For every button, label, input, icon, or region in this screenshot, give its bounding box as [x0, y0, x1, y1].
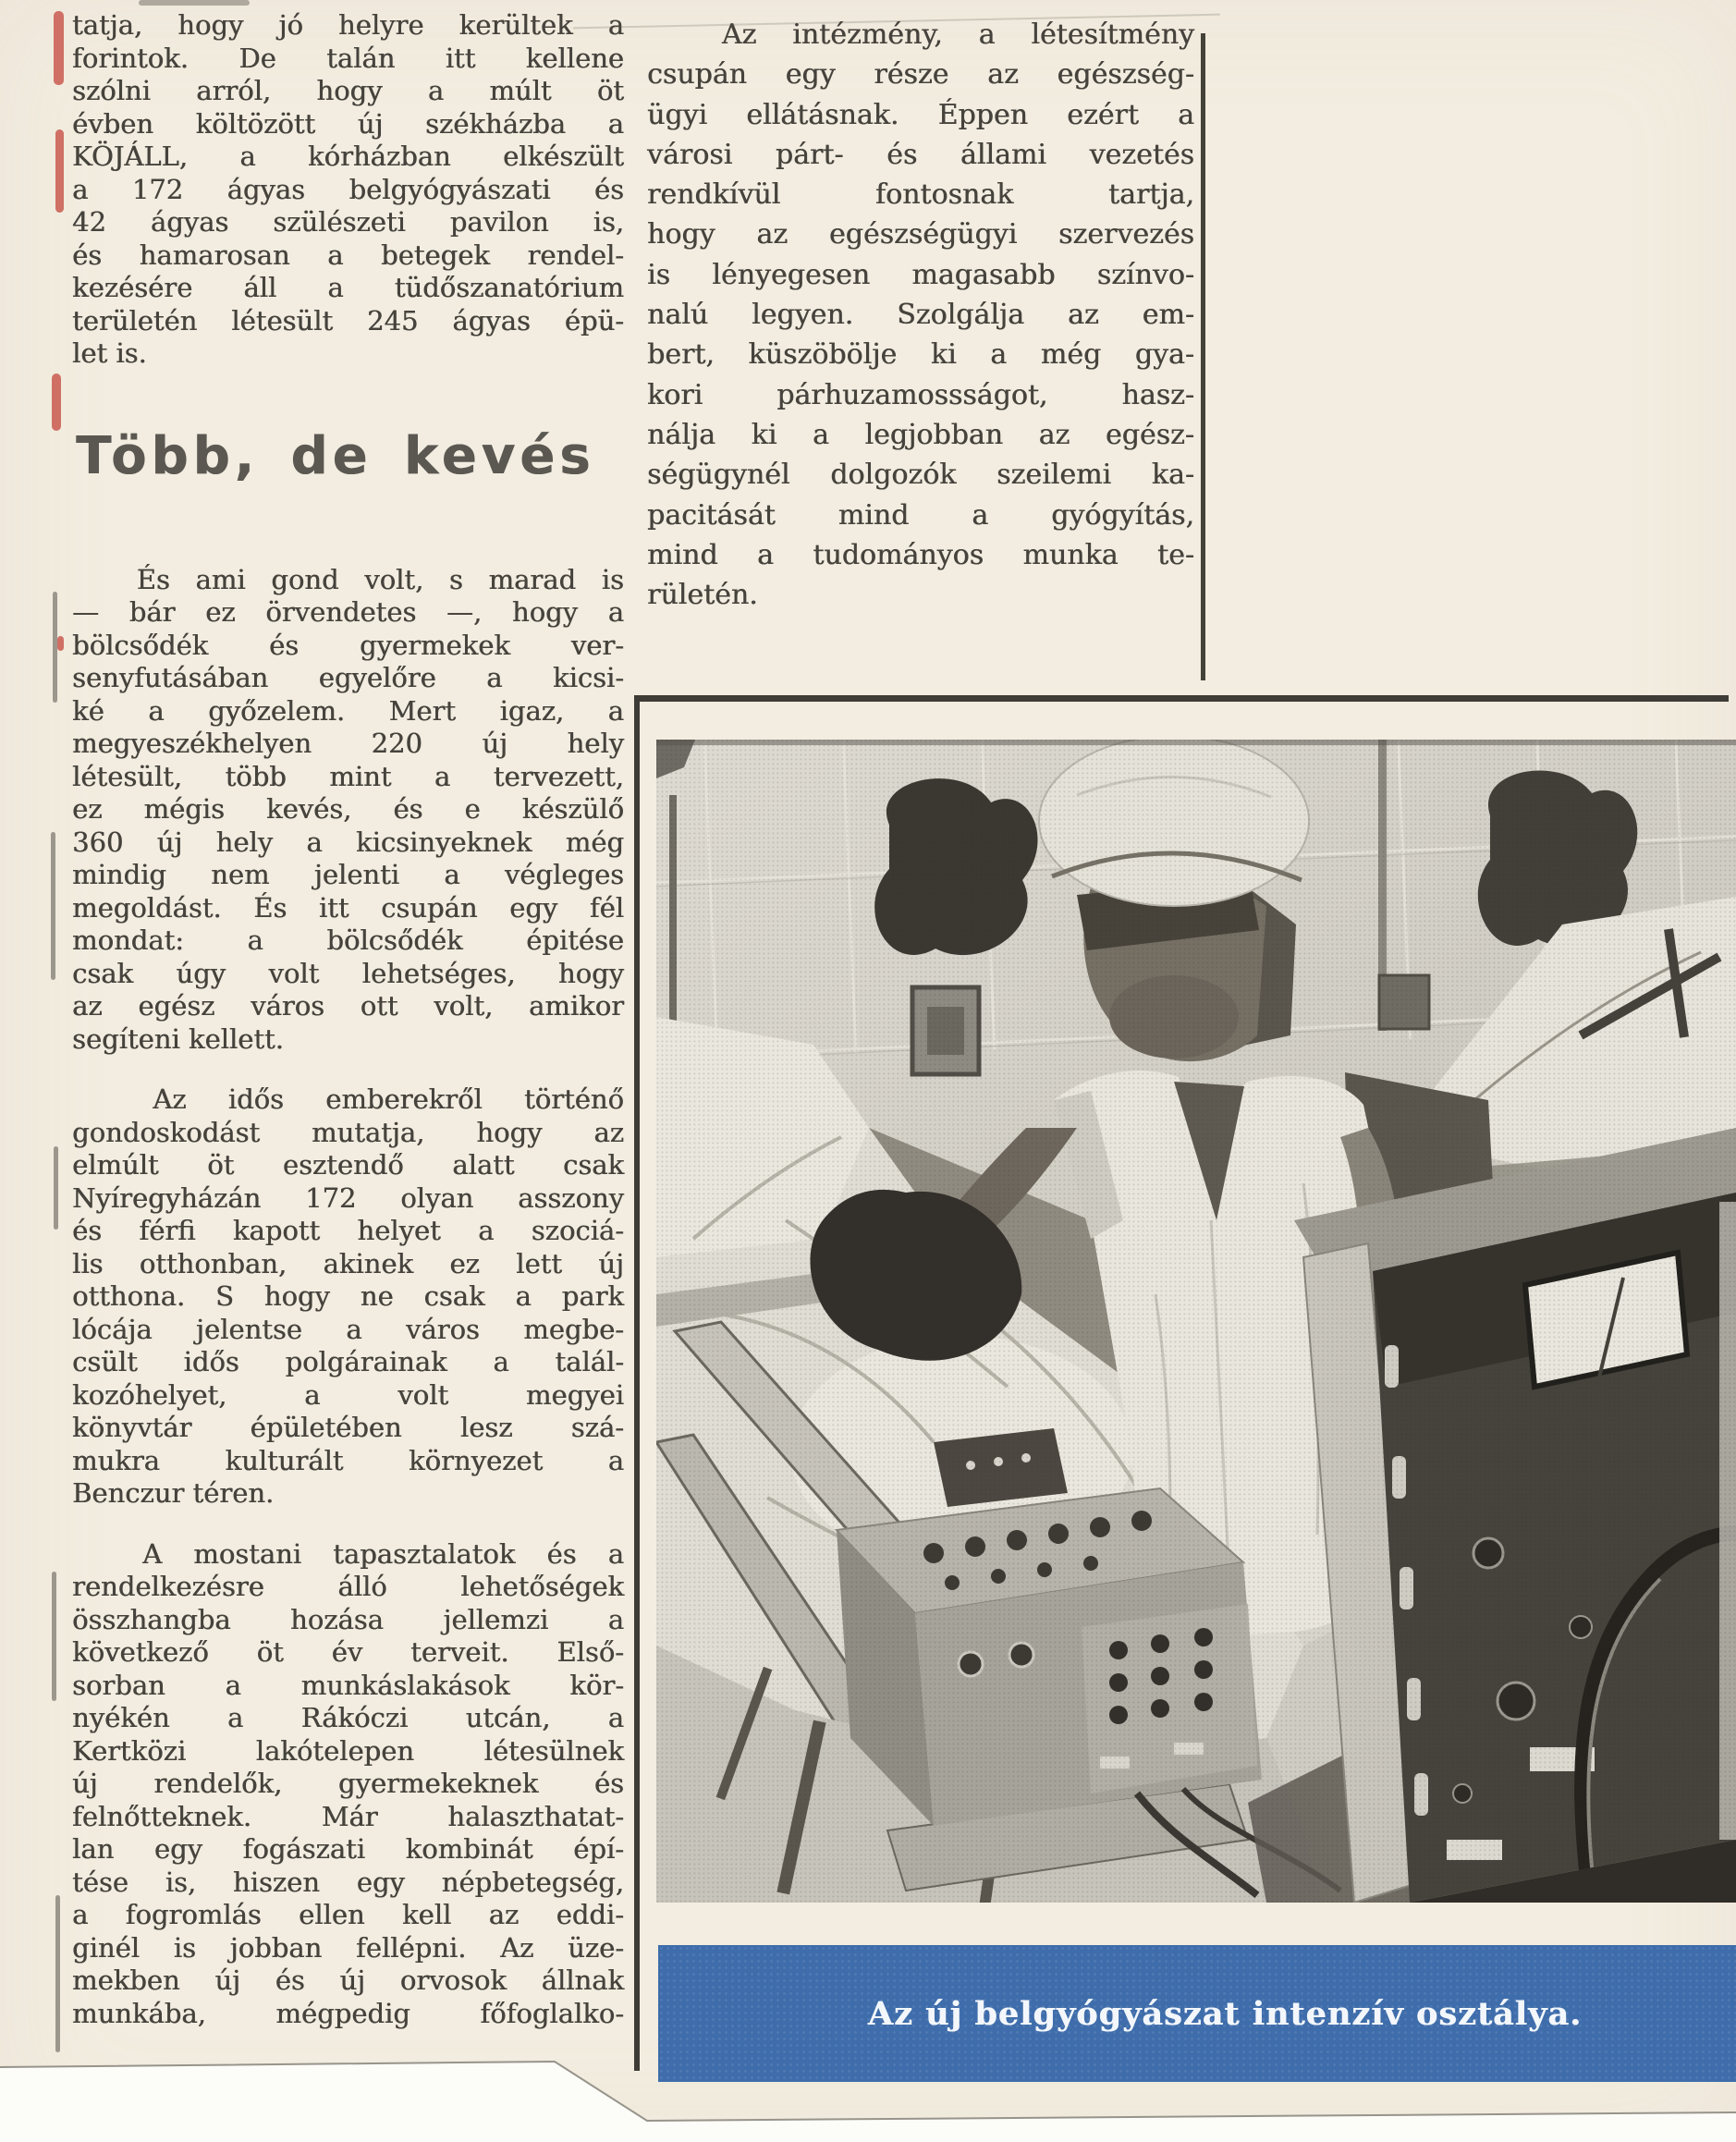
- text-line: csült idős polgárainak a talál-: [72, 1346, 624, 1377]
- text-line: nyékén a Rákóczi utcán, a: [72, 1702, 624, 1733]
- text-line: könyvtár épületében lesz szá-: [72, 1412, 624, 1443]
- text-line: bert, küszöbölje ki a még gya-: [647, 338, 1194, 372]
- text-line: otthona. S hogy ne csak a park: [72, 1280, 624, 1312]
- paragraph: [72, 9, 624, 371]
- text-line: — bár ez örvendetes —, hogy a: [72, 596, 624, 628]
- section-headline: Több, de kevés: [76, 425, 595, 486]
- paragraph: [72, 1083, 624, 1511]
- text-line: hogy az egészségügyi szervezés: [647, 218, 1194, 251]
- paper-bottom-edge: [0, 2034, 1736, 2142]
- text-line: mukra kulturált környezet a: [72, 1444, 624, 1476]
- text-line: nálja ki a legjobban az egész-: [647, 418, 1194, 451]
- text-line: szólni arról, hogy a múlt öt: [72, 75, 624, 106]
- text-line: mekben új és új orvosok állnak: [72, 1965, 624, 1996]
- text-line: sorban a munkáslakások kör-: [72, 1669, 624, 1701]
- text-line: A mostani tapasztalatok és a: [142, 1537, 624, 1570]
- text-line: ké a győzelem. Mert igaz, a: [72, 694, 624, 727]
- scan-artifact-red-mark: [55, 129, 64, 213]
- text-line: ginél is jobban fellépni. Az üze-: [72, 1931, 624, 1964]
- paragraph: [72, 564, 624, 1057]
- paragraph: [72, 1538, 624, 2031]
- text-line: mondat: a bölcsődék épitése: [72, 924, 624, 956]
- text-line: az egész város ott volt, amikor: [72, 990, 624, 1022]
- text-line: ügyi ellátásnak. Éppen ezért a: [647, 98, 1194, 131]
- text-line: rendelkezésre álló lehetőségek: [72, 1571, 624, 1602]
- text-line: a 172 ágyas belgyógyászati és: [72, 173, 624, 205]
- text-line: megoldást. És itt csupán egy fél: [72, 891, 624, 924]
- scan-artifact-smudge: [139, 0, 250, 6]
- text-line: új rendelők, gyermekeknek és: [72, 1768, 624, 1799]
- text-line: lan egy fogászati kombinát épí-: [72, 1833, 624, 1865]
- halftone-overlay: [656, 740, 1736, 1903]
- text-line: segíteni kellett.: [72, 1022, 284, 1055]
- text-line: mindig nem jelenti a végleges: [72, 859, 624, 890]
- text-line: kori párhuzamossságot, hasz-: [647, 378, 1194, 411]
- text-line: csak úgy volt lehetséges, hogy: [72, 957, 624, 989]
- left-column: [72, 9, 624, 2058]
- text-line: kezésére áll a tüdőszanatórium: [72, 272, 624, 303]
- paragraph: [647, 15, 1194, 615]
- scan-artifact-edge-line: [53, 592, 57, 703]
- text-line: KÖJÁLL, a kórházban elkészült: [72, 141, 624, 172]
- text-line: lis otthonban, akinek ez lett új: [72, 1247, 624, 1279]
- text-line: ségügynél dolgozók szeilemi ka-: [647, 459, 1194, 492]
- text-line: tatja, hogy jó helyre kerültek a: [72, 9, 624, 41]
- text-line: összhangba hozása jellemzi a: [72, 1603, 624, 1635]
- text-line: Az idős emberekről történő: [153, 1083, 624, 1115]
- scan-artifact-red-mark: [54, 11, 64, 85]
- scan-artifact-red-mark: [57, 636, 64, 651]
- text-line: csupán egy része az egészség-: [647, 58, 1194, 92]
- text-line: tése is, hiszen egy népbetegség,: [72, 1866, 624, 1898]
- column-rule: [1201, 33, 1205, 680]
- text-line: városi párt- és állami vezetés: [647, 138, 1194, 171]
- scan-artifact-edge-line: [52, 1572, 56, 1701]
- text-line: következő öt év terveit. Első-: [72, 1636, 624, 1668]
- text-line: felnőtteknek. Már halaszthatat-: [72, 1800, 624, 1832]
- text-line: elmúlt öt esztendő alatt csak: [72, 1149, 624, 1181]
- text-line: Kertközi lakótelepen létesülnek: [72, 1734, 624, 1767]
- scan-artifact-edge-line: [51, 832, 55, 980]
- text-line: létesült, több mint a tervezett,: [72, 760, 624, 792]
- right-column: [647, 15, 1194, 615]
- text-line: és hamarosan a betegek rendel-: [72, 239, 624, 271]
- text-line: Benczur téren.: [72, 1477, 275, 1509]
- hospital-photo: [656, 740, 1736, 1903]
- text-line: kozóhelyet, a volt megyei: [72, 1378, 624, 1411]
- text-line: senyfutásában egyelőre a kicsi-: [72, 662, 624, 693]
- photo-caption-text: Az új belgyógyászat intenzív osztálya.: [867, 1994, 1583, 2033]
- text-line: 42 ágyas szülészeti pavilon is,: [72, 206, 624, 238]
- text-line: megyeszékhelyen 220 új hely: [72, 728, 624, 759]
- photo-frame-top-border: [634, 695, 1729, 702]
- text-line: bölcsődék és gyermekek ver-: [72, 629, 624, 661]
- text-line: pacitását mind a gyógyítás,: [647, 498, 1194, 532]
- text-line: évben költözött új székházba a: [72, 107, 624, 140]
- text-line: és férfi kapott helyet a szociá-: [72, 1215, 624, 1246]
- text-line: gondoskodást mutatja, hogy az: [72, 1116, 624, 1148]
- text-line: mind a tudományos munka te-: [647, 538, 1194, 571]
- text-line: ez mégis kevés, és e készülő: [72, 793, 624, 825]
- photo-frame-left-border: [634, 695, 640, 2071]
- text-line: rendkívül fontosnak tartja,: [647, 178, 1194, 212]
- text-line: nalú legyen. Szolgálja az em-: [647, 299, 1194, 332]
- text-line: rületén.: [647, 579, 758, 612]
- text-line: forintok. De talán itt kellene: [72, 42, 624, 74]
- scan-artifact-edge-line: [54, 1146, 58, 1230]
- text-line: a fogromlás ellen kell az eddi-: [72, 1899, 624, 1930]
- text-line: 360 új hely a kicsinyeknek még: [72, 826, 624, 858]
- text-line: területén létesült 245 ágyas épü-: [72, 304, 624, 337]
- scan-artifact-red-mark: [52, 373, 61, 431]
- text-line: let is.: [72, 337, 147, 369]
- text-line: munkába, mégpedig főfoglalko-: [72, 1997, 624, 2029]
- text-line: lócája jelentse a város megbe-: [72, 1313, 624, 1345]
- scan-artifact-edge-line: [55, 1895, 60, 2052]
- text-line: is lényegesen magasabb színvo-: [647, 258, 1194, 291]
- text-line: És ami gond volt, s marad is: [136, 563, 624, 595]
- text-line: Nyíregyházán 172 olyan asszony: [72, 1181, 624, 1214]
- text-line: Az intézmény, a létesítmény: [721, 18, 1194, 51]
